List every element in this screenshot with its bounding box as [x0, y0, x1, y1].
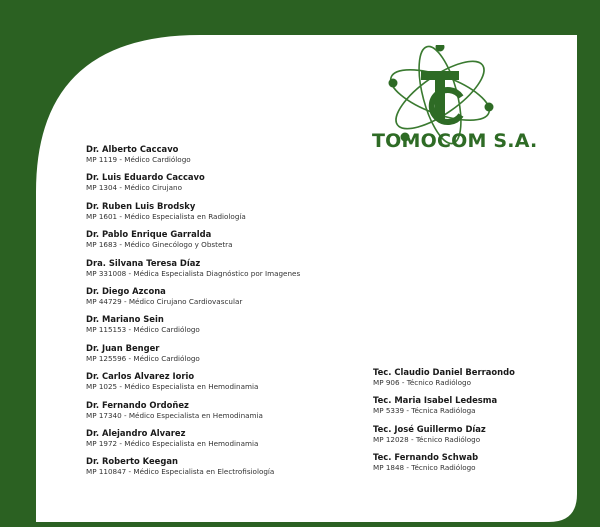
doctor-credentials: MP 1683 - Médico Ginecólogo y Obstetra: [86, 240, 233, 250]
list-item: [373, 452, 573, 480]
technicians-list: [373, 367, 573, 481]
list-item: [373, 424, 573, 452]
doctor-credentials: MP 1601 - Médico Especialista en Radiología: [86, 211, 246, 221]
technician-name: Tec. Fernando Schwab: [373, 452, 479, 463]
doctor-name: Dr. Carlos Alvarez Iorio: [86, 371, 195, 382]
list-item: [86, 314, 356, 342]
list-item: [86, 286, 356, 314]
list-item: [373, 367, 573, 395]
company-name: TOMOCOM S.A.: [372, 130, 538, 152]
list-item: [373, 395, 573, 423]
doctor-credentials: MP 110847 - Médico Especialista en Electrofisiología: [86, 467, 275, 477]
doctor-name: Dr. Diego Azcona: [86, 285, 166, 296]
physicians-list: [86, 144, 356, 485]
doctor-name: Dr. Pablo Enrique Garralda: [86, 229, 212, 240]
doctor-credentials: MP 1304 - Médico Cirujano: [86, 183, 182, 193]
list-item: [86, 428, 356, 456]
doctor-name: Dr. Mariano Sein: [86, 314, 164, 325]
doctor-credentials: MP 1025 - Médico Especialista en Hemodinamia: [86, 382, 259, 392]
doctor-credentials: MP 115153 - Médico Cardiólogo: [86, 325, 200, 335]
technician-name: Tec. Maria Isabel Ledesma: [373, 395, 498, 406]
list-item: [86, 258, 356, 286]
doctor-name: Dr. Roberto Keegan: [86, 456, 178, 467]
list-item: [86, 343, 356, 371]
doctor-name: Dr. Luis Eduardo Caccavo: [86, 172, 205, 183]
doctor-credentials: MP 331008 - Médica Especialista Diagnóstico por Imagenes: [86, 268, 301, 278]
doctor-name: Dr. Alejandro Alvarez: [86, 427, 186, 438]
list-item: [86, 172, 356, 200]
technician-credentials: MP 5339 - Técnica Radióloga: [373, 406, 476, 416]
list-item: [86, 400, 356, 428]
list-item: [86, 144, 356, 172]
list-item: [86, 229, 356, 257]
technician-name: Tec. Claudio Daniel Berraondo: [373, 367, 515, 377]
technician-name: Tec. José Guillermo Díaz: [373, 423, 486, 434]
doctor-credentials: MP 1119 - Médico Cardiólogo: [86, 155, 191, 164]
doctor-credentials: MP 17340 - Médico Especialista en Hemodinamia: [86, 410, 263, 420]
doctor-name: Dr. Fernando Ordoñez: [86, 399, 189, 410]
list-item: [86, 456, 356, 484]
list-item: [86, 201, 356, 229]
doctor-credentials: MP 1972 - Médico Especialista en Hemodinamia: [86, 438, 259, 448]
doctor-name: Dra. Silvana Teresa Díaz: [86, 257, 201, 268]
technician-credentials: MP 1848 - Técnico Radiólogo: [373, 463, 476, 473]
list-item: [86, 371, 356, 399]
doctor-name: Dr. Alberto Caccavo: [86, 144, 179, 154]
technician-credentials: MP 12028 - Técnico Radiólogo: [373, 434, 481, 444]
doctor-credentials: MP 125596 - Médico Cardiólogo: [86, 353, 200, 363]
doctor-credentials: MP 44729 - Médico Cirujano Cardiovascular: [86, 296, 243, 306]
technician-credentials: MP 906 - Técnico Radiólogo: [373, 378, 471, 387]
doctor-name: Dr. Juan Benger: [86, 342, 160, 353]
doctor-name: Dr. Ruben Luis Brodsky: [86, 200, 196, 211]
